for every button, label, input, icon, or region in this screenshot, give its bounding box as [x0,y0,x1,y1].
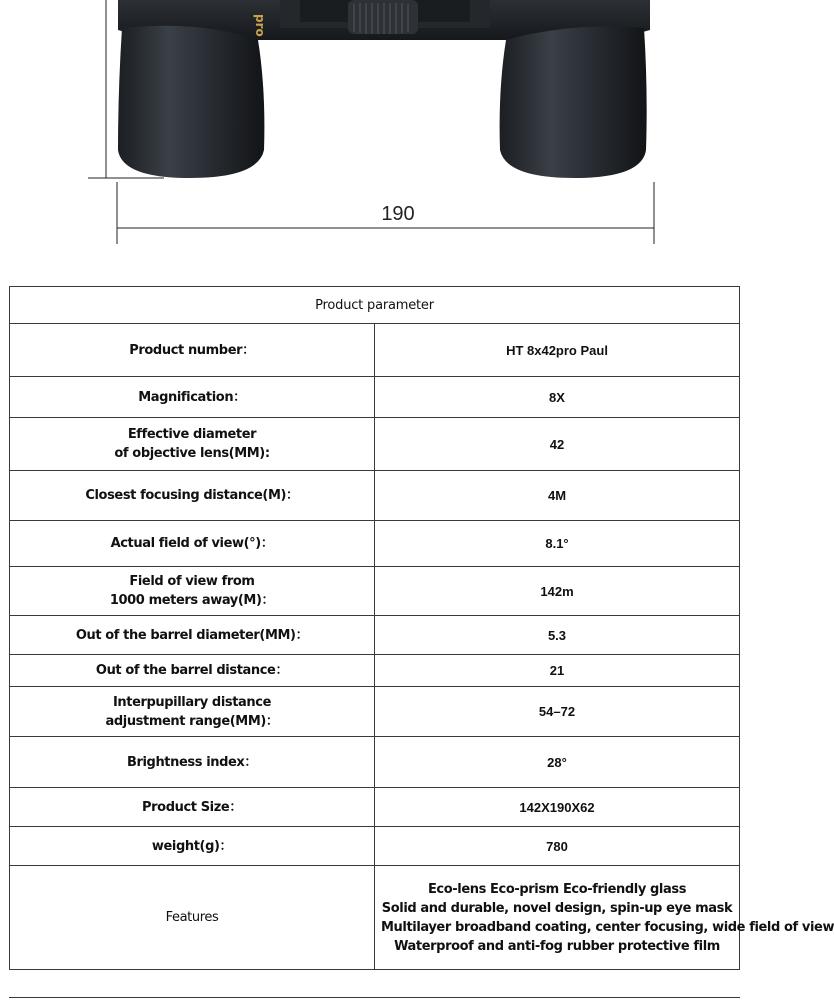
param-label: Brightness index： [126,754,258,770]
features-label: Features [165,910,219,925]
param-label: Out of the barrel distance： [95,663,289,678]
bottom-divider [9,997,740,998]
table-row [10,471,740,521]
param-value: 142m [375,567,740,616]
param-label: Actual field of view(°)： [110,536,274,551]
param-value: 42 [375,418,740,471]
table-row [10,737,740,788]
param-value: 5.3 [375,616,740,655]
table-row [10,521,740,567]
feature-line: Multilayer broadband coating, center focusing, wide field of view [381,919,834,935]
feature-line: Solid and durable, novel design, spin-up eye mask [381,900,733,916]
left-eyepiece [118,26,264,178]
param-value: 4M [375,471,740,521]
binoculars-product-image [0,0,750,260]
param-label: Magnification： [138,389,246,405]
feature-line: Eco-lens Eco-prism Eco-friendly glass [427,881,687,897]
right-eyepiece [500,27,647,179]
table-row [10,687,740,737]
param-value: 21 [375,655,740,687]
feature-line: Waterproof and anti-fog rubber protective film [394,938,720,954]
features-list [375,866,834,970]
param-value: 28° [375,737,740,788]
table-row [10,324,740,377]
param-value: 8X [375,377,740,418]
param-value: 142X190X62 [375,788,740,827]
param-label: Out of the barrel diameter(MM)： [75,627,309,643]
param-value: HT 8x42pro Paul [375,324,740,377]
table-row [10,827,740,866]
param-label: Interpupillary distance adjustment range(MM)： [105,694,279,729]
param-value: 780 [375,827,740,866]
param-value: 54–72 [375,687,740,737]
param-label: Effective diameter of objective lens(MM): [114,427,270,461]
table-row [10,567,740,616]
table-row [10,616,740,655]
param-label: Product number： [129,342,255,358]
width-dimension-label: 190 [381,203,415,225]
product-parameter-table [9,286,834,970]
param-label: Closest focusing distance(M)： [85,488,299,503]
brand-text: pro [253,14,267,37]
param-label: Product Size： [142,799,242,815]
param-label: Field of view from 1000 meters away(M)： [109,574,275,608]
table-row [10,377,740,418]
table-row [10,788,740,827]
table-title: Product parameter [10,287,740,324]
focus-wheel [348,0,418,34]
table-header-row [10,287,740,324]
param-label: weight(g)： [151,838,233,854]
table-row [10,418,740,471]
table-row [10,655,740,687]
features-row [10,866,740,970]
param-value: 8.1° [375,521,740,567]
